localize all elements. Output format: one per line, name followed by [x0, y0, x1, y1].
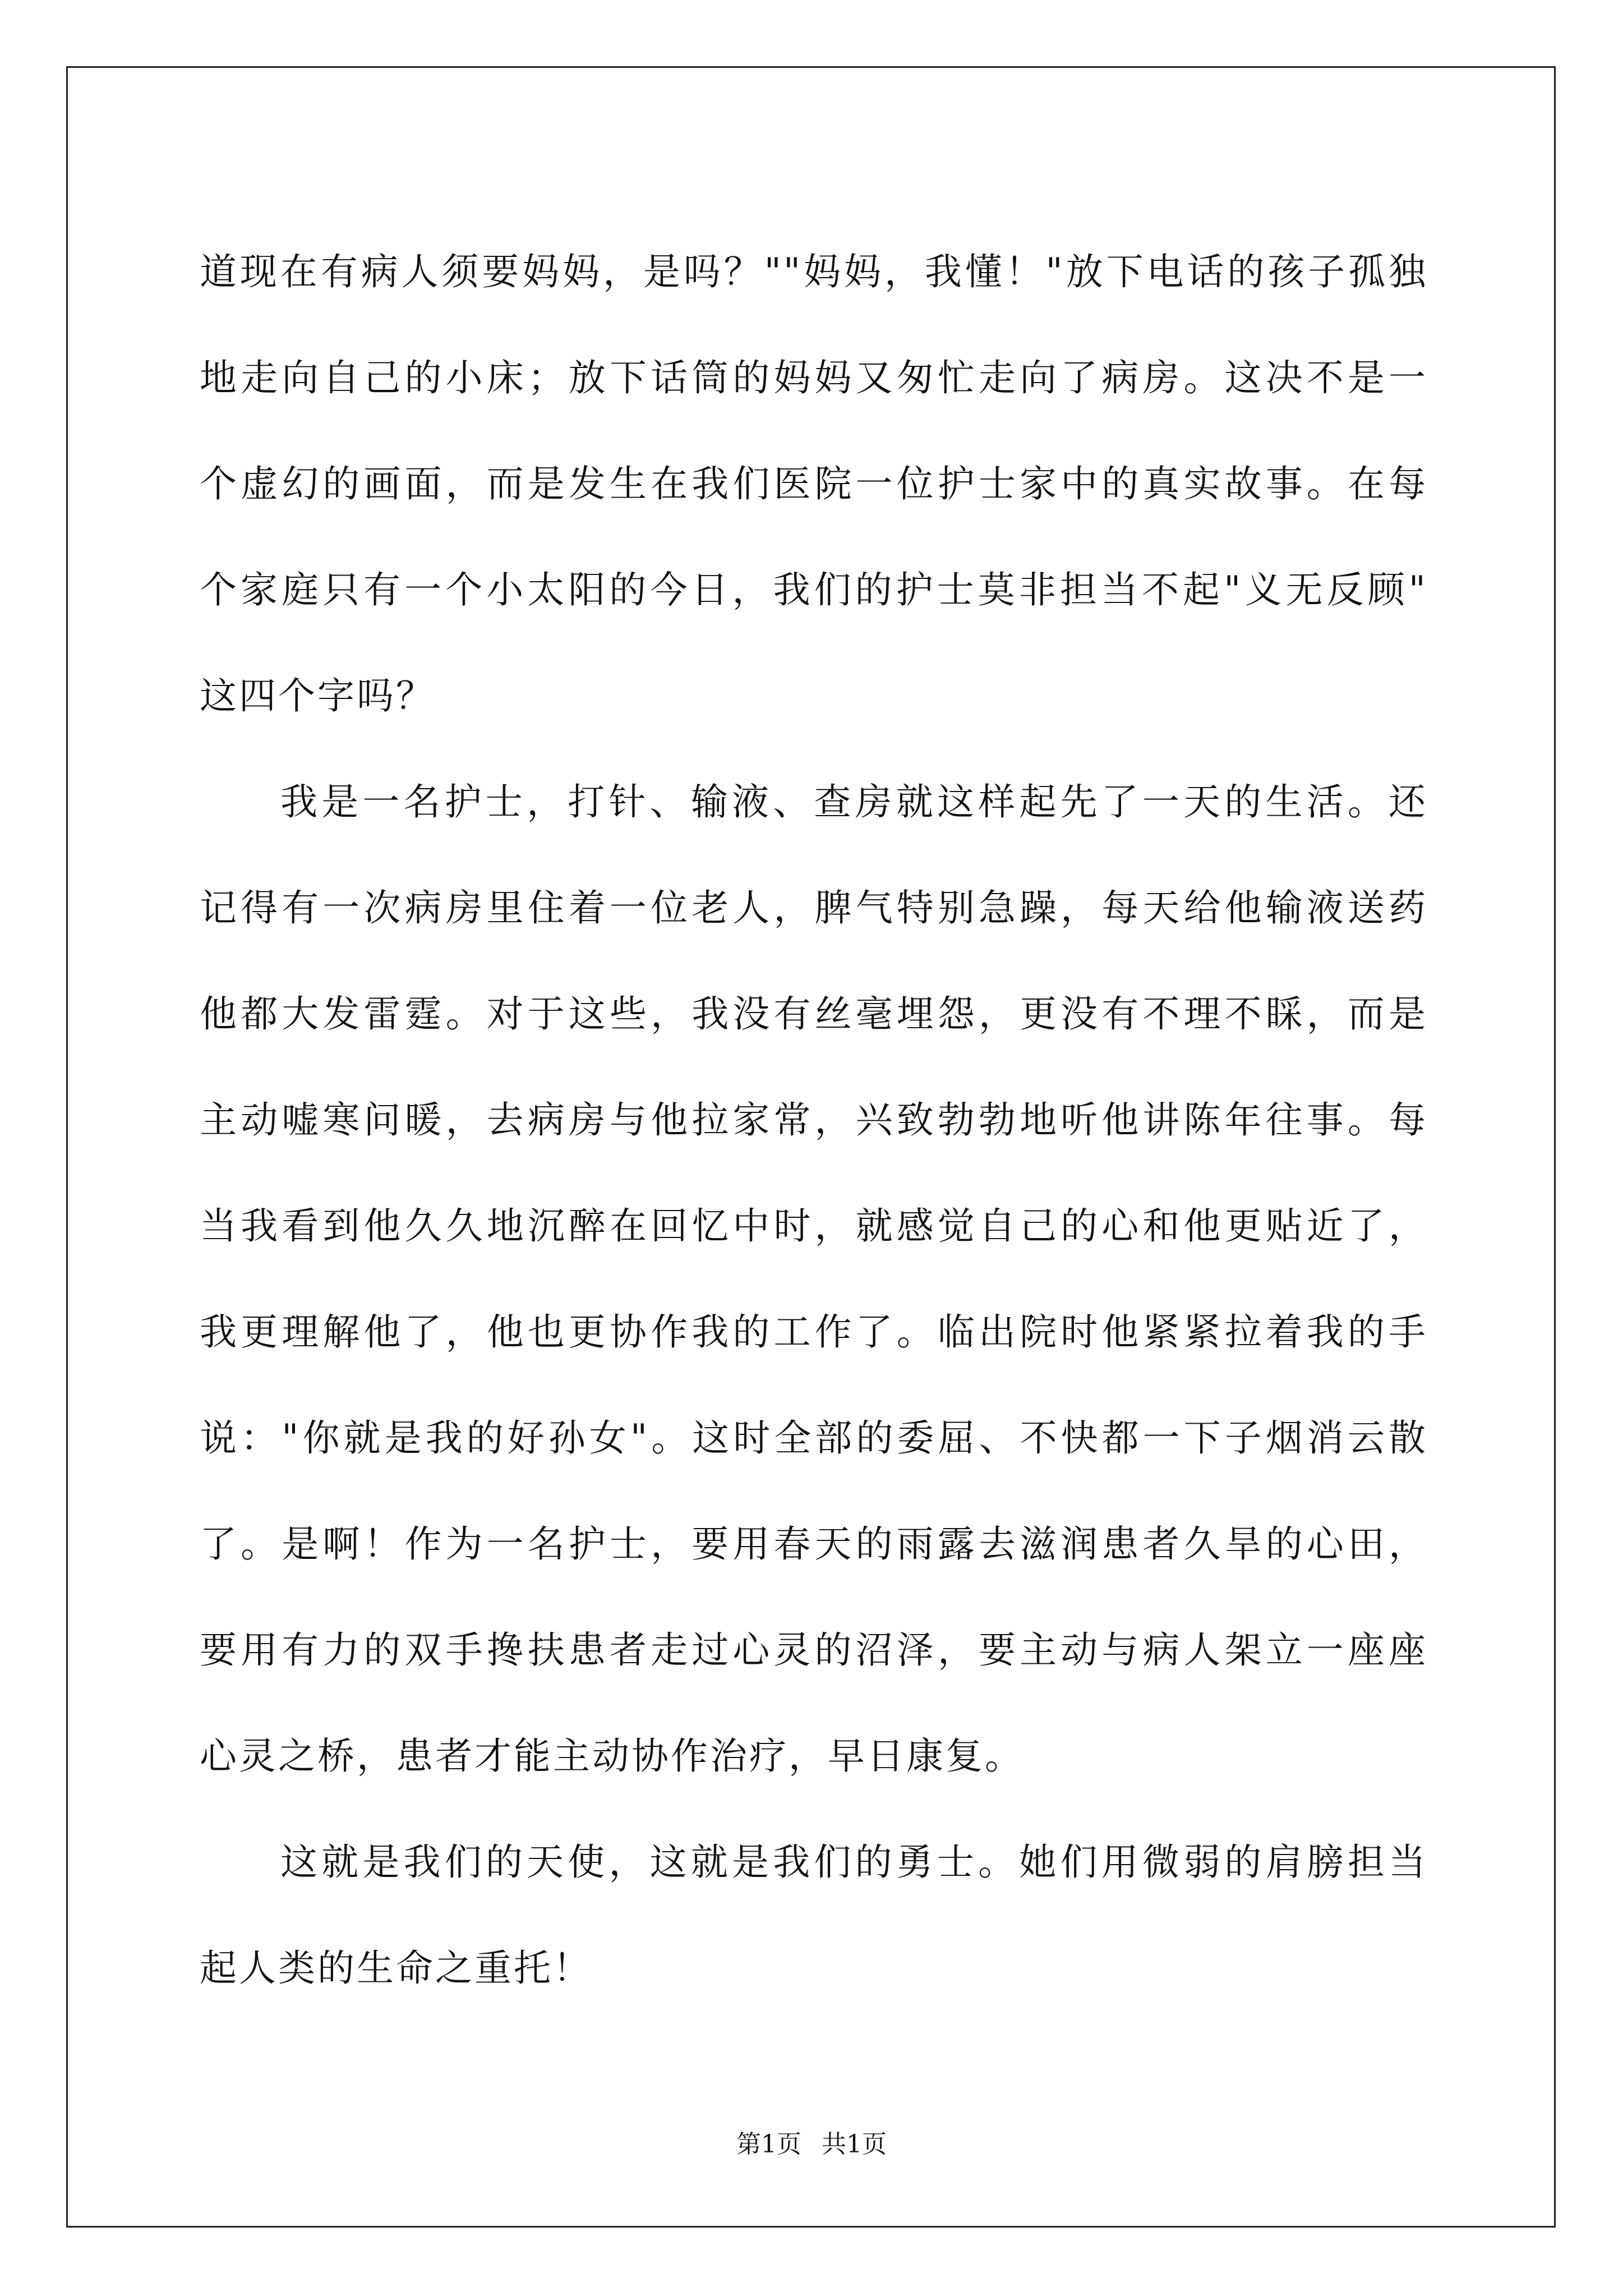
text-line: 他都大发雷霆。对于这些，我没有丝毫埋怨，更没有不理不睬，而是: [200, 992, 1428, 1036]
text-line: 说："你就是我的好孙女"。这时全部的委屈、不快都一下子烟消云散: [200, 1416, 1428, 1460]
page-footer: [0, 2129, 1623, 2160]
text-line: 心灵之桥，患者才能主动协作治疗，早日康复。: [200, 1734, 1024, 1778]
text-line: 道现在有病人须要妈妈，是吗？""妈妈，我懂！"放下电话的孩子孤独: [200, 250, 1428, 293]
text-line: 记得有一次病房里住着一位老人，脾气特别急躁，每天给他输液送药: [200, 886, 1428, 930]
text-line: 我更理解他了，他也更协作我的工作了。临出院时他紧紧拉着我的手: [200, 1310, 1428, 1354]
text-line: 起人类的生命之重托！: [200, 1947, 592, 1990]
text-line: 当我看到他久久地沉醉在回忆中时，就感觉自己的心和他更贴近了，: [200, 1204, 1428, 1248]
document-body: [200, 219, 1428, 2021]
text-line: 地走向自己的小床；放下话筒的妈妈又匆忙走向了病房。这决不是一: [200, 356, 1428, 399]
text-line: 个虚幻的画面，而是发生在我们医院一位护士家中的真实故事。在每: [200, 462, 1428, 505]
text-line: 要用有力的双手搀扶患者走过心灵的沼泽，要主动与病人架立一座座: [200, 1628, 1428, 1672]
text-line: 我是一名护士，打针、输液、查房就这样起先了一天的生活。还: [280, 780, 1428, 823]
text-line: 这就是我们的天使，这就是我们的勇士。她们用微弱的肩膀担当: [280, 1841, 1428, 1884]
page-number: 第1页: [736, 2130, 801, 2159]
text-line: 这四个字吗？: [200, 674, 435, 717]
page-total: 共1页: [822, 2130, 887, 2159]
text-line: 个家庭只有一个小太阳的今日，我们的护士莫非担当不起"义无反顾": [200, 568, 1428, 611]
text-line: 了。是啊！作为一名护士，要用春天的雨露去滋润患者久旱的心田，: [200, 1522, 1428, 1566]
text-line: 主动嘘寒问暖，去病房与他拉家常，兴致勃勃地听他讲陈年往事。每: [200, 1098, 1428, 1142]
